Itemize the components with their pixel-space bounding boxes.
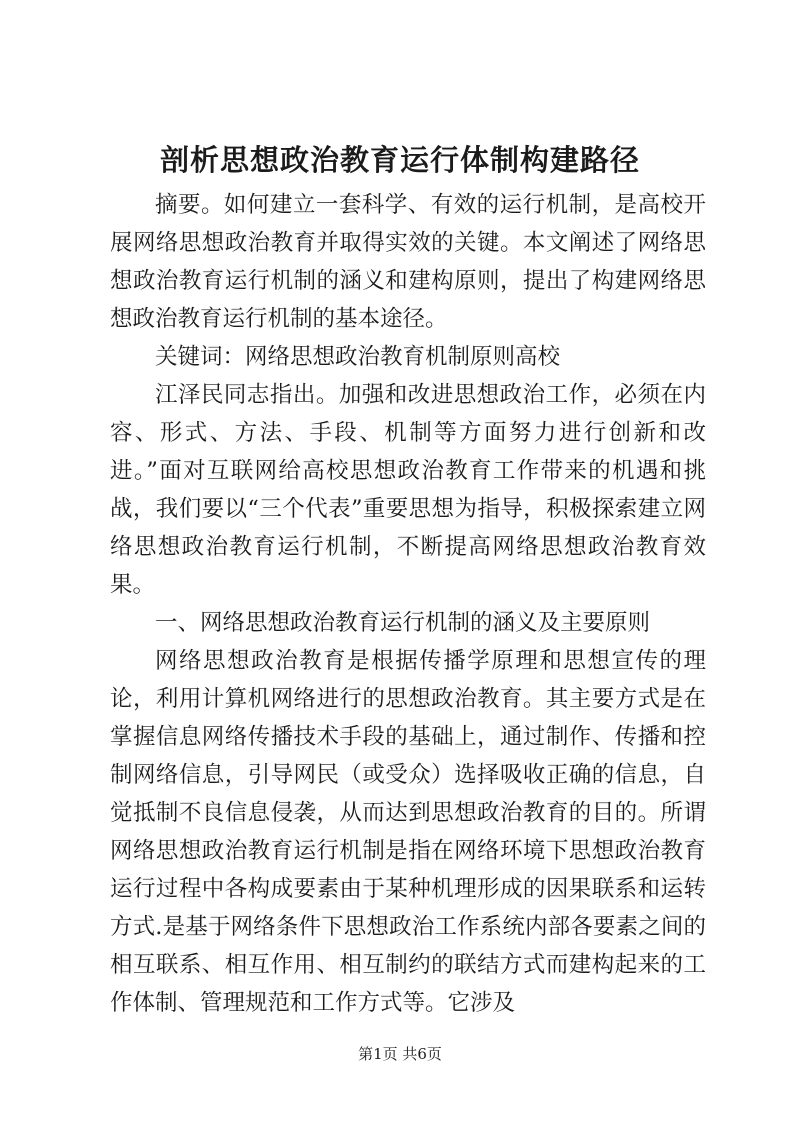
body-paragraph: 网络思想政治教育是根据传播学原理和思想宣传的理论，利用计算机网络进行的思想政治教育。其主要方式是在掌握信息网络传播技术手段的基础上，通过制作、传播和控制网络信息，引导网民（或受众）选择吸收正确的信息，自觉抵制不良信息侵袭，从而达到思想政治教育的目的。所谓网络思想政治教育运行机制是指在网络环境下思想政治教育运行过程中各构成要素由于某种机理形成的因果联系和运转方式.是基于网络条件下思想政治工作系统内部各要素之间的相互联系、相互作用、相互制约的联结方式而建构起来的工作体制、管理规范和工作方式等。它涉及 <box>110 648 706 1016</box>
abstract-paragraph: 摘要。如何建立一套科学、有效的运行机制，是高校开展网络思想政治教育并取得实效的关键。本文阐述了网络思想政治教育运行机制的涵义和建构原则，提出了构建网络思想政治教育运行机制的基本途径。 <box>110 192 706 332</box>
page-footer: 第1页 共6页 <box>358 1045 442 1063</box>
document-body <box>110 186 706 1022</box>
intro-paragraph: 江泽民同志指出。加强和改进思想政治工作，必须在内容、形式、方法、手段、机制等方面努力进行创新和改进。”面对互联网给高校思想政治教育工作带来的机遇和挑战，我们要以“三个代表”重要思想为指导，积极探索建立网络思想政治教育运行机制，不断提高网络思想政治教育效果。 <box>110 382 706 598</box>
section-heading: 一、网络思想政治教育运行机制的涵义及主要原则 <box>155 610 651 636</box>
document-title: 剖析思想政治教育运行体制构建路径 <box>159 143 640 177</box>
keywords-paragraph: 关键词：网络思想政治教育机制原则高校 <box>155 344 561 370</box>
